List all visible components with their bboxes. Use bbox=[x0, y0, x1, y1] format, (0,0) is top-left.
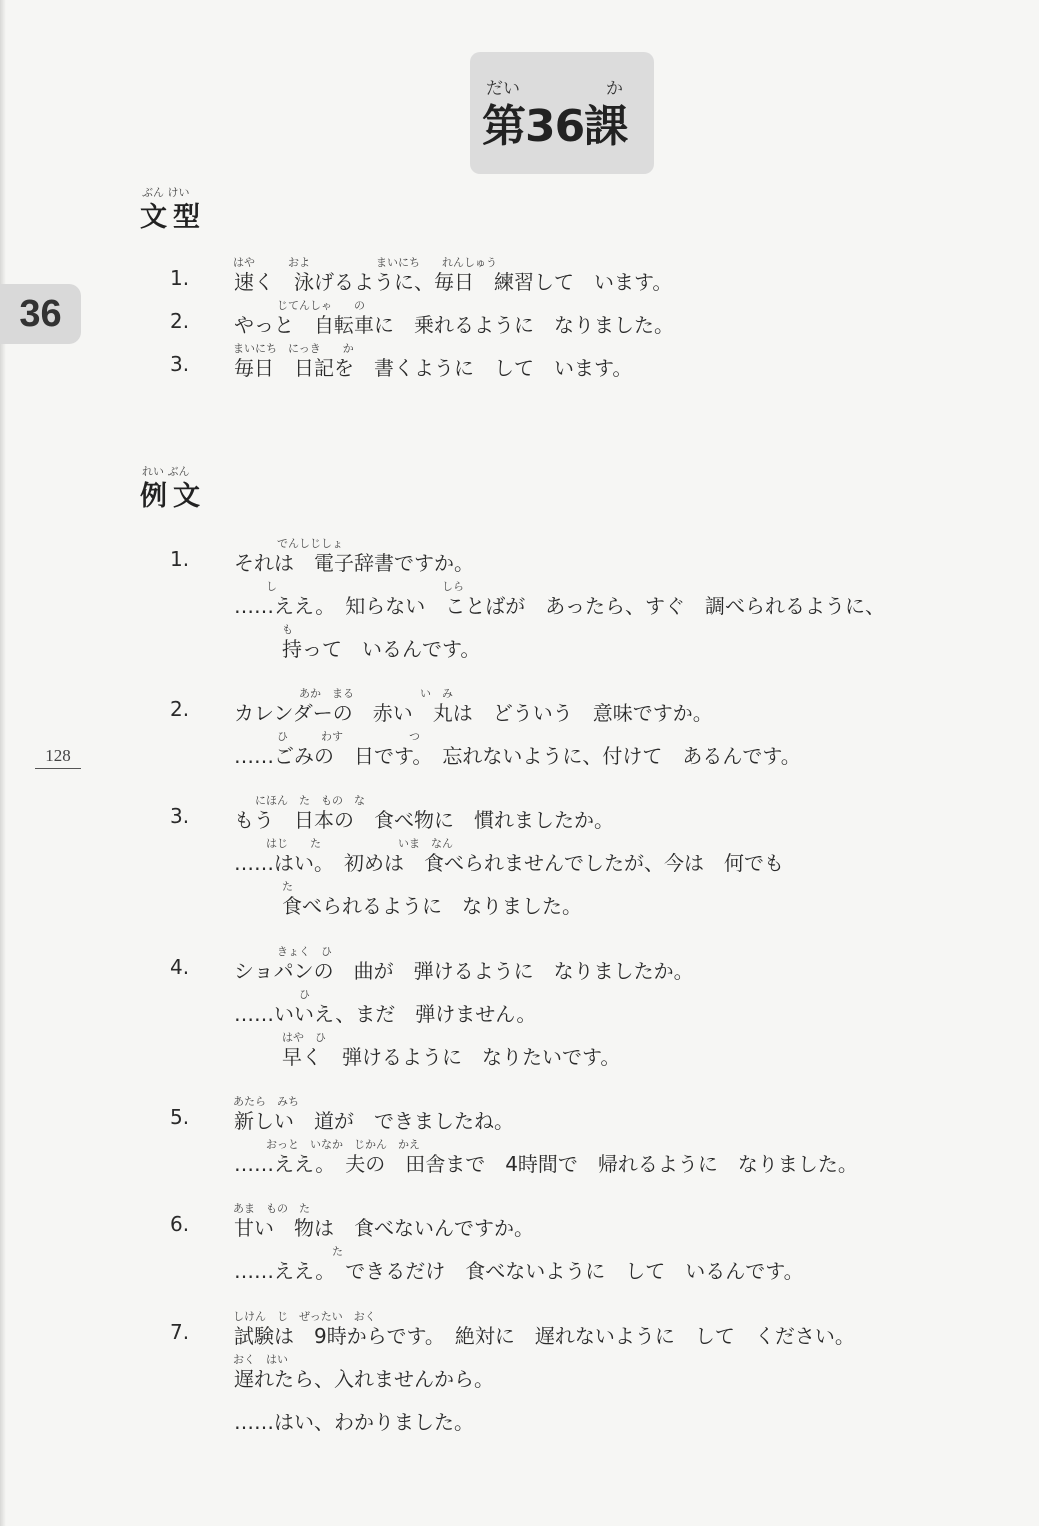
reibun-item-number: 2. bbox=[170, 697, 190, 721]
reibun-line: ……ええ。 夫の 田舎まで 4時間で 帰れるように なりました。 bbox=[234, 1152, 858, 1176]
reibun-line: ショパンの 曲が 弾けるように なりましたか。 bbox=[234, 959, 694, 983]
reibun-line-reading: ひ わす つ bbox=[233, 730, 420, 743]
reibun-line-reading: ひ bbox=[233, 988, 310, 1001]
reibun-line: もう 日本の 食べ物に 慣れましたか。 bbox=[234, 808, 614, 832]
bunkei-item-number: 2. bbox=[170, 309, 190, 333]
reibun-item-number: 4. bbox=[170, 955, 190, 979]
bunkei-heading-reading: ぶん けい bbox=[142, 186, 190, 199]
reibun-line: 試験は 9時からです。 絶対に 遅れないように して ください。 bbox=[234, 1324, 855, 1348]
reibun-item-number: 6. bbox=[170, 1212, 190, 1236]
reibun-item-number: 5. bbox=[170, 1105, 190, 1129]
lesson-reading-left: だい bbox=[486, 79, 520, 99]
bunkei-item-text: やっと 自転車に 乗れるように なりました。 bbox=[234, 313, 674, 337]
reibun-line: ……ええ。 できるだけ 食べないように して いるんです。 bbox=[234, 1259, 804, 1283]
reibun-line-reading: も bbox=[282, 623, 293, 636]
reibun-line: 甘い 物は 食べないんですか。 bbox=[234, 1216, 534, 1240]
bunkei-item-text: 速く 泳げるように、毎日 練習して います。 bbox=[234, 270, 673, 294]
reibun-item-number: 7. bbox=[170, 1320, 190, 1344]
reibun-line-reading: しけん じ ぜったい おく bbox=[233, 1310, 376, 1323]
reibun-line-reading: し しら bbox=[233, 580, 464, 593]
reibun-line: ……はい。 初めは 食べられませんでしたが、今は 何でも bbox=[234, 851, 784, 875]
bunkei-item-reading: じてんしゃ の bbox=[233, 299, 365, 312]
reibun-line: 遅れたら、入れませんから。 bbox=[234, 1367, 494, 1391]
reibun-line: 食べられるように なりました。 bbox=[282, 894, 582, 918]
lesson-side-tab: 36 bbox=[0, 284, 81, 344]
bunkei-item-reading: はや およ まいにち れんしゅう bbox=[233, 256, 497, 269]
reibun-line-reading: あま もの た bbox=[233, 1202, 310, 1215]
reibun-line: ……ええ。 知らない ことばが あったら、すぐ 調べられるように、 bbox=[234, 594, 885, 618]
bunkei-item-reading: まいにち にっき か bbox=[233, 342, 354, 355]
reibun-heading: 例文 bbox=[140, 481, 206, 512]
reibun-item-number: 1. bbox=[170, 547, 190, 571]
reibun-line: 持って いるんです。 bbox=[282, 637, 481, 661]
reibun-line-reading: た bbox=[233, 1245, 343, 1258]
reibun-line-reading: はや ひ bbox=[282, 1031, 326, 1044]
lesson-title: 第36課 bbox=[482, 101, 628, 152]
reibun-line-reading: あか まる い み bbox=[233, 687, 453, 700]
reibun-heading-reading: れい ぶん bbox=[142, 465, 190, 478]
reibun-line: それは 電子辞書ですか。 bbox=[234, 551, 474, 575]
bunkei-heading: 文型 bbox=[140, 202, 206, 233]
reibun-item-number: 3. bbox=[170, 804, 190, 828]
reibun-line: ……ごみの 日です。 忘れないように、付けて あるんです。 bbox=[234, 744, 801, 768]
reibun-line-reading: でんしじしょ bbox=[233, 537, 343, 550]
reibun-line-reading: おっと いなか じかん かえ bbox=[233, 1138, 420, 1151]
reibun-line: 早く 弾けるように なりたいです。 bbox=[282, 1045, 621, 1069]
reibun-line-reading: にほん た もの な bbox=[233, 794, 365, 807]
reibun-line: 新しい 道が できましたね。 bbox=[234, 1109, 514, 1133]
reibun-line-reading: た bbox=[282, 880, 293, 893]
reibun-line-reading: あたら みち bbox=[233, 1095, 299, 1108]
reibun-line: ……はい、わかりました。 bbox=[234, 1410, 474, 1434]
reibun-line-reading: おく はい bbox=[233, 1353, 288, 1366]
lesson-reading-right: か bbox=[606, 79, 623, 99]
reibun-line: ……いいえ、まだ 弾けません。 bbox=[234, 1002, 537, 1026]
page-edge bbox=[0, 0, 6, 1526]
bunkei-item-text: 毎日 日記を 書くように して います。 bbox=[234, 356, 633, 380]
page-number: 128 bbox=[35, 746, 81, 769]
bunkei-item-number: 1. bbox=[170, 266, 190, 290]
reibun-line: カレンダーの 赤い 丸は どういう 意味ですか。 bbox=[234, 701, 713, 725]
bunkei-item-number: 3. bbox=[170, 352, 190, 376]
reibun-line-reading: はじ た いま なん bbox=[233, 837, 453, 850]
reibun-line-reading: きょく ひ bbox=[233, 945, 332, 958]
